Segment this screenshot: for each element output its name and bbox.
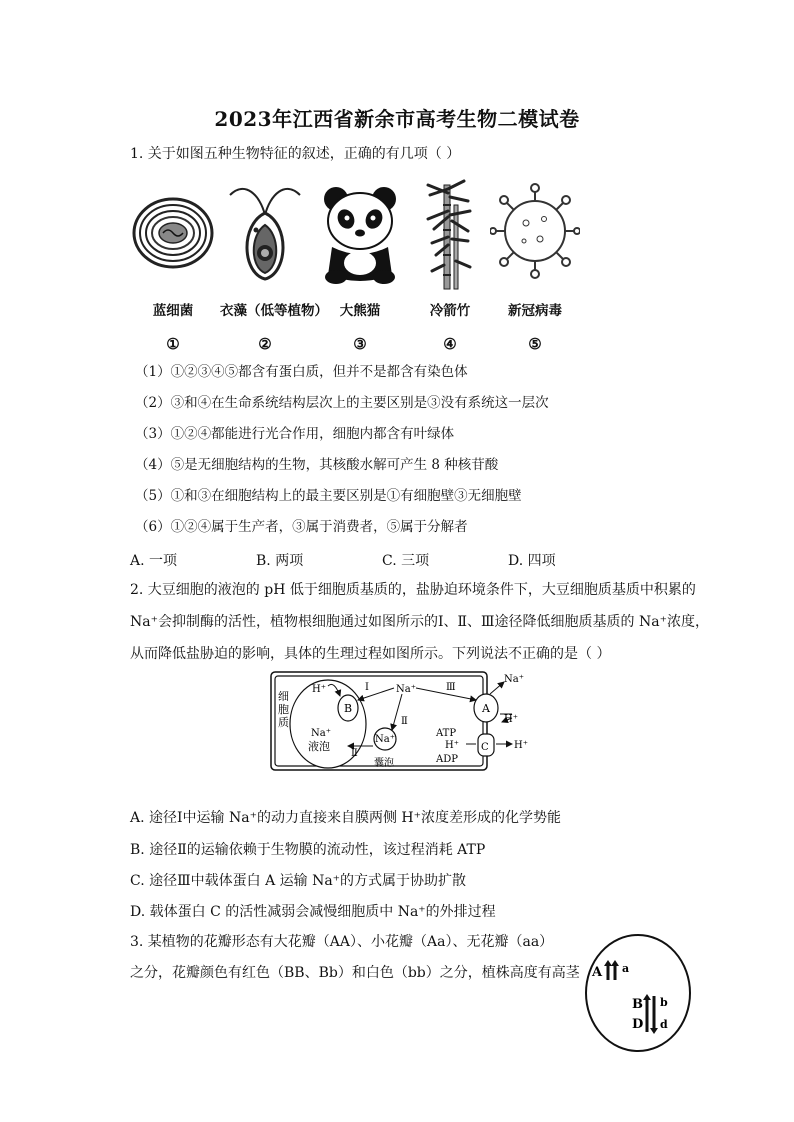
- organism-name: 衣藻（低等植物）: [220, 303, 328, 319]
- choice-d[interactable]: D. 四项: [508, 553, 556, 569]
- organism-bamboo: [405, 175, 495, 353]
- question-1-choices: [130, 550, 634, 570]
- question-2-stem-line-3: 从而降低盐胁迫的影响，具体的生理过程如图所示。下列说法不正确的是（ ）: [130, 646, 611, 662]
- bamboo-icon: [410, 175, 490, 291]
- pathway-i-label: Ⅰ: [365, 682, 369, 693]
- outside-h-label-a: H⁺: [504, 714, 518, 725]
- organism-name: 新冠病毒: [508, 303, 562, 319]
- allele-D: D: [632, 1017, 644, 1032]
- question-2-option-a[interactable]: A. 途径Ⅰ中运输 Na⁺的动力直接来自膜两侧 H⁺浓度差形成的化学势能: [130, 810, 562, 826]
- statement-2: （2）③和④在生命系统结构层次上的主要区别是③没有系统这一层次: [135, 395, 549, 411]
- choice-b[interactable]: B. 两项: [256, 553, 304, 569]
- sodium-transport-diagram: [268, 668, 538, 776]
- question-2-option-d[interactable]: D. 载体蛋白 C 的活性减弱会减慢细胞质中 Na⁺的外排过程: [130, 904, 496, 920]
- chromosome-diagram: [582, 932, 694, 1054]
- cytoplasm-char: 胞: [278, 703, 289, 716]
- organism-number: ②: [258, 335, 272, 353]
- vacuole-h-label: H⁺: [312, 684, 326, 695]
- carrier-c-label: C: [481, 742, 489, 753]
- cell-outline: [586, 935, 690, 1051]
- organism-number: ⑤: [528, 335, 542, 353]
- question-2-stem-line-1: 2. 大豆细胞的液泡的 pH 低于细胞质基质的，盐胁迫环境条件下，大豆细胞质基质中积累的: [130, 582, 696, 598]
- inside-h-label: H⁺: [445, 740, 459, 751]
- choice-c[interactable]: C. 三项: [382, 553, 430, 569]
- cytoplasm-char: 细: [278, 690, 289, 703]
- vacuole-na-label: Na⁺: [311, 728, 331, 739]
- question-2-option-c[interactable]: C. 途径Ⅲ中载体蛋白 A 运输 Na⁺的方式属于协助扩散: [130, 873, 467, 889]
- outside-na-label: Na⁺: [504, 674, 524, 685]
- cytoplasm-na-label: Na⁺: [396, 684, 416, 695]
- vesicle-na-label: Na⁺: [375, 734, 395, 745]
- organism-number: ④: [443, 335, 457, 353]
- organism-chlamydomonas: [220, 175, 328, 353]
- statement-1: （1）①②③④⑤都含有蛋白质，但并不是都含有染色体: [135, 364, 468, 380]
- pathway-ii-lower-label: Ⅱ: [351, 748, 358, 759]
- cytoplasm-char: 质: [278, 716, 289, 729]
- organism-name: 大熊猫: [339, 303, 381, 319]
- organism-name: 冷箭竹: [429, 303, 471, 319]
- page-title: 2023年江西省新余市高考生物二模试卷: [214, 107, 580, 131]
- organism-number: ①: [166, 335, 180, 353]
- organism-panda: [315, 175, 405, 353]
- carrier-a-label: A: [482, 702, 490, 715]
- statement-5: （5）①和③在细胞结构上的最主要区别是①有细胞壁③无细胞壁: [135, 488, 522, 504]
- atp-label: ATP: [436, 728, 457, 739]
- allele-a: a: [622, 962, 630, 975]
- carrier-b-label: B: [344, 702, 353, 715]
- organism-name: 蓝细菌: [152, 303, 194, 319]
- statement-6: （6）①②④属于生产者，③属于消费者，⑤属于分解者: [135, 519, 468, 535]
- statement-4: （4）⑤是无细胞结构的生物，其核酸水解可产生 8 种核苷酸: [135, 457, 499, 473]
- organism-cyanobacteria: [128, 175, 218, 353]
- organism-number: ③: [353, 335, 367, 353]
- chlamydomonas-icon: [220, 175, 310, 287]
- vesicle-label: 囊泡: [374, 758, 394, 769]
- cytoplasm-label: [278, 690, 289, 729]
- pathway-ii-upper-label: Ⅱ: [401, 716, 408, 727]
- question-2-stem-line-2: Na⁺会抑制酶的活性，植物根细胞通过如图所示的Ⅰ、Ⅱ、Ⅲ途径降低细胞质基质的 Na⁺浓度，: [130, 614, 709, 630]
- panda-icon: [318, 175, 402, 287]
- organism-coronavirus: [490, 175, 580, 353]
- organism-figure: [128, 175, 588, 355]
- outside-h-label-c: H⁺: [514, 740, 528, 751]
- coronavirus-icon: [490, 175, 580, 287]
- statement-3: （3）①②④都能进行光合作用，细胞内都含有叶绿体: [135, 426, 455, 442]
- question-3-stem-line-2: 之分，花瓣颜色有红色（BB、Bb）和白色（bb）之分，植株高度有高茎: [130, 965, 580, 981]
- choice-a[interactable]: A. 一项: [130, 553, 178, 569]
- cyanobacteria-icon: [131, 175, 215, 285]
- allele-b: b: [660, 996, 668, 1009]
- pathway-iii-label: Ⅲ: [446, 682, 456, 693]
- allele-d: d: [660, 1018, 668, 1031]
- allele-A: A: [592, 965, 603, 980]
- vacuole-label: 液泡: [308, 740, 330, 753]
- adp-label: ADP: [436, 754, 458, 765]
- question-3-stem-line-1: 3. 某植物的花瓣形态有大花瓣（AA）、小花瓣（Aa）、无花瓣（aa）: [130, 934, 554, 950]
- allele-B: B: [632, 997, 643, 1012]
- question-2-option-b[interactable]: B. 途径Ⅱ的运输依赖于生物膜的流动性，该过程消耗 ATP: [130, 842, 486, 858]
- question-1-stem: 1. 关于如图五种生物特征的叙述，正确的有几项（ ）: [130, 146, 461, 162]
